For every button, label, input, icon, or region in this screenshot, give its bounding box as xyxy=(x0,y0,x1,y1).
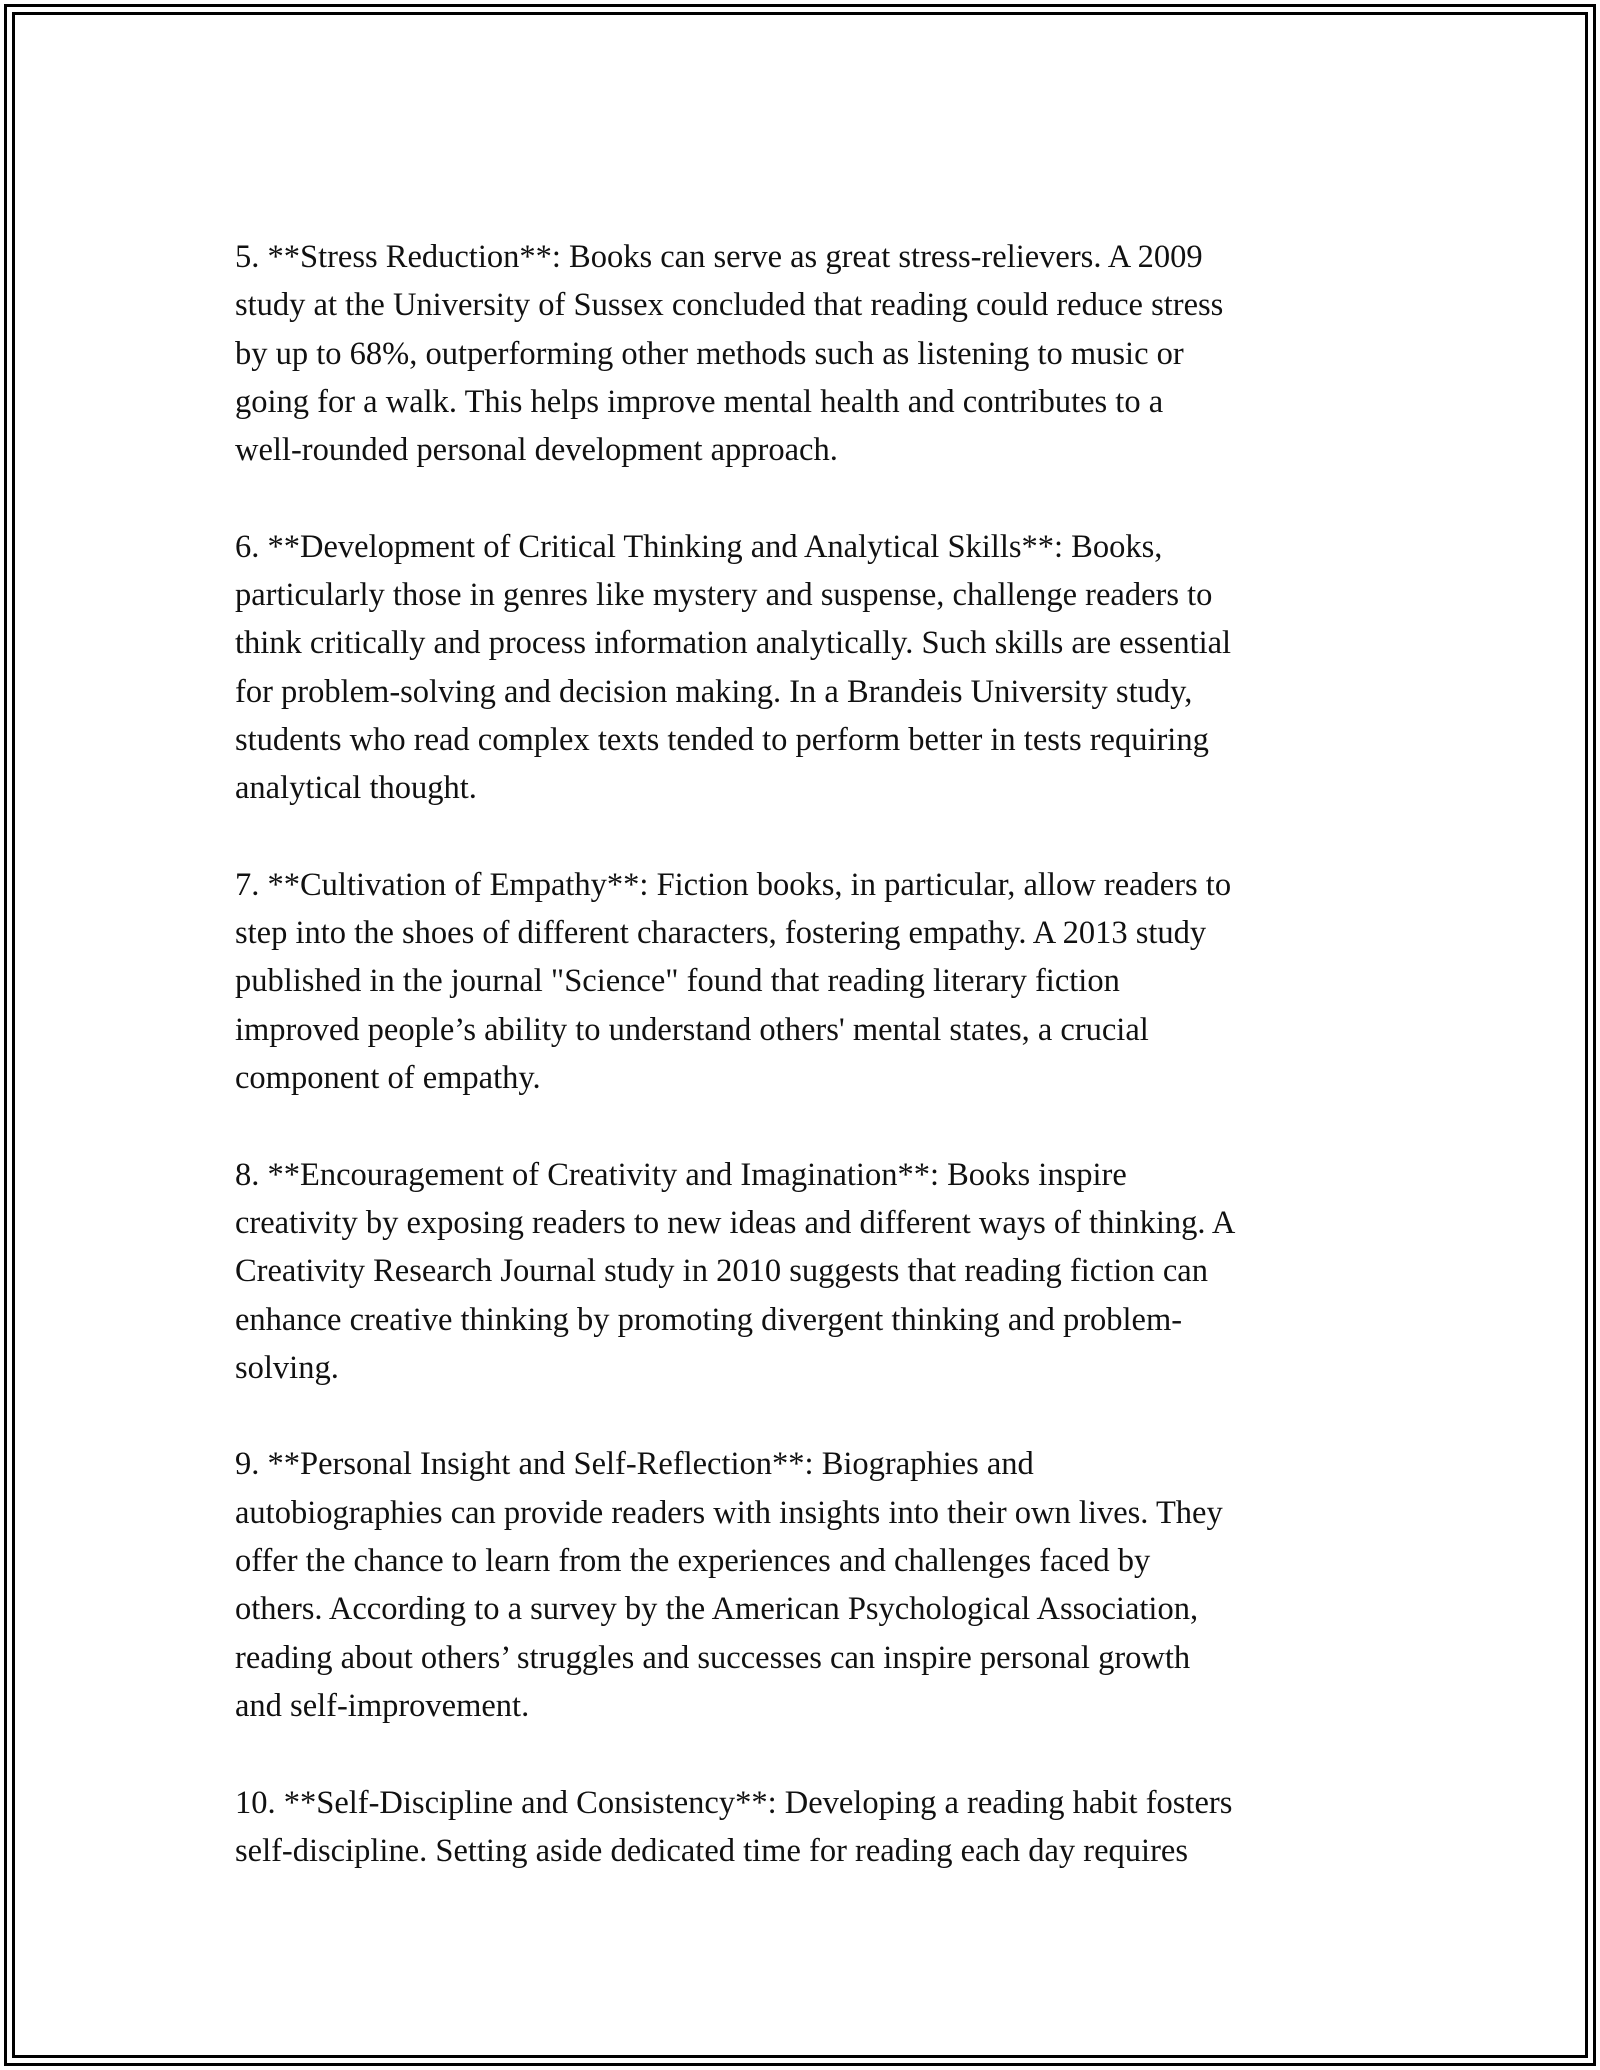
paragraph-self-reflection: 9. **Personal Insight and Self-Reflection**: Biographies and autobiographies can provide readers with insights into their own lives. They offer the chance to learn from the experiences and challenges faced by others. According to a survey by the American Psychological Association, reading about others’ struggles and successes can inspire personal growth and self-improvement. xyxy=(235,1446,1223,1724)
paragraph-stress-reduction: 5. **Stress Reduction**: Books can serve as great stress-relievers. A 2009 study at the University of Sussex concluded that reading could reduce stress by up to 68%, outperforming other methods such as listening to music or going for a walk. This helps improve mental health and contributes to a well-rounded personal development approach. xyxy=(235,239,1224,469)
paragraph-creativity: 8. **Encouragement of Creativity and Imagination**: Books inspire creativity by exposing readers to new ideas and different ways of thinking. A Creativity Research Journal study in 2010 suggests that reading fiction can enhance creative thinking by promoting divergent thinking and problem- solving. xyxy=(235,1156,1236,1386)
paragraph-critical-thinking: 6. **Development of Critical Thinking and Analytical Skills**: Books, particularly those in genres like mystery and suspense, challenge readers to think critically and process information analytically. Such skills are essential for problem-solving and decision making. In a Brandeis University study, students who read complex texts tended to perform better in tests requiring analytical thought. xyxy=(235,528,1232,807)
paragraph-empathy: 7. **Cultivation of Empathy**: Fiction books, in particular, allow readers to step into the shoes of different characters, fostering empathy. A 2013 study published in the journal "Science" found that reading literary fiction improved people’s ability to understand others' mental states, a crucial component of empathy. xyxy=(235,866,1232,1097)
document-body xyxy=(235,233,1375,1923)
paragraph-self-discipline: 10. **Self-Discipline and Consistency**: Developing a reading habit fosters self-discipline. Setting aside dedicated time for reading each day requires xyxy=(235,1784,1233,1869)
